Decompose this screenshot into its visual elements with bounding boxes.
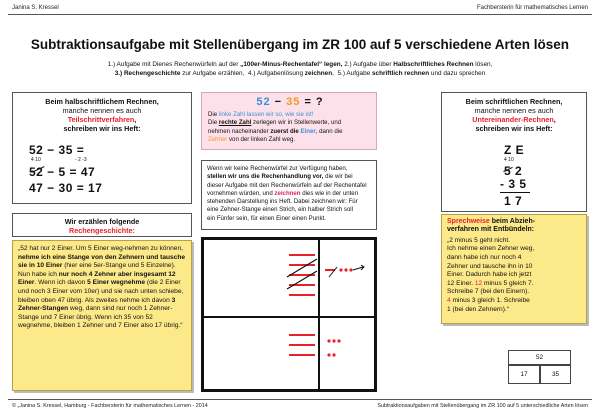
column-header: Z E (504, 143, 525, 157)
author-name: Janina S. Kressel (12, 5, 59, 11)
halfwritten-equation-2: 52 − 5 = 47 (29, 165, 96, 179)
number-house-top: 52 (508, 350, 571, 365)
drawing-instructions: Wenn wir keine Rechenwürfel zur Verfügung haben, stellen wir uns die Rechenhandlung vor, die wir bei dieser Aufgabe mit den Rechenwürfeln auf der Rechentafel vornehmen würden, und zeichnen dies wie in der unten stehenden Darstellung ins Heft. Dabei zeichnen wir: Für eine Zehner-Stange einen Strich, ein halber Strich soll ein Fünfer sein, für einen Einer einen Punkt. (207, 165, 367, 222)
story-heading-box (12, 213, 192, 237)
header-divider (8, 14, 592, 15)
task-list: 1.) Aufgabe mit Dienes Rechenwürfeln auf der „100er-Minus-Rechentafel“ legen, 2.) Aufgabe über Halbschriftliches Rechnen lösen, 3.) Rechengeschichte zur Aufgabe erzählen, 4.) Aufgabenlösung zeichnen, 5.) Aufgabe schriftlich rechnen und dazu sprechen (107, 61, 493, 77)
written-result: 1 7 (504, 194, 523, 208)
written-row-2: - 3 5 (500, 177, 527, 191)
rule-text: Die linke Zahl lassen wir so, wie sie ist! Die rechte Zahl zerlegen wir in Stellenwerte, und nehmen nacheinander zuerst die Einer, dann die Zehner von der linken Zahl weg. (208, 111, 343, 143)
story-heading-accent: Rechengeschichte: (69, 226, 135, 235)
drawing-instructions-box (201, 160, 377, 230)
number-house-right: 35 (540, 365, 571, 384)
halfwritten-equation-3: 47 − 30 = 17 (29, 181, 103, 195)
brand-name: Fachbersterin für mathematisches Lernen (476, 5, 588, 11)
story-box (12, 240, 192, 391)
speech-box (441, 214, 587, 324)
decomposition-note-left: 4 10 (31, 157, 41, 163)
place-value-drawing (201, 237, 377, 392)
halfwritten-equation-1: 52 − 35 = (29, 143, 85, 157)
page-title: Subtraktionsaufgabe mit Stellenübergang im ZR 100 auf 5 verschiedene Arten lösen (30, 37, 570, 52)
result-line (500, 192, 530, 193)
footer-title: Subtraktionsaufgaben mit Stellenübergang im ZR 100 auf 5 unterschiedliche Arten lösen (377, 403, 588, 409)
story-heading: Wir erzählen folgende (64, 217, 140, 226)
halfwritten-heading: Beim halbschriftlichem Rechnen, manche nennen es auch Teilschrittverfahren, schreiben wir ins Heft: (45, 97, 159, 133)
footer-divider (8, 399, 592, 400)
written-method-box (441, 92, 587, 212)
written-row-1: 5 2 (504, 164, 523, 178)
written-heading: Beim schriftlichen Rechnen, manche nennen es auch Untereinander-Rechnen, schreiben wir ins Heft: (465, 97, 563, 133)
number-house-left: 17 (508, 365, 540, 384)
rule-box (201, 92, 377, 150)
carry-note: 4 10 (504, 157, 514, 163)
footer-copyright: © „Janina S. Kressel, Hamburg - Fachbersterin für mathematisches Lernen - 2014 (12, 403, 208, 409)
halfwritten-method-box (12, 92, 192, 204)
drawing-frame (203, 239, 376, 391)
ones-dots-top (339, 268, 352, 271)
speech-text: Sprechweise beim Abzieh- verfahren mit Entbündeln: „2 minus 5 geht nicht. Ich nehme einen Zehner weg, dann habe ich nur noch 4 Zehner und tausche ihn in 10 Einer. Dadurch habe ich jetzt 12 Einer. 12 minus 5 gleich 7. Schreibe 7 (bei den Einern). 4 minus 3 gleich 1. Schreibe 1 (bei den Zehnern).“ (447, 218, 536, 313)
decomposition-note-right: - 2 -3 (75, 157, 87, 163)
task-equation: 52 − 35 = ? (256, 96, 324, 108)
story-text: „52 hat nur 2 Einer. Um 5 Einer weg-nehmen zu können, nehme ich eine Stange von den Zehnern und tausche sie in 10 Einer (hier eine 5er-Stange und 5 Einzelne). Nun habe ich nur noch 4 Zehner aber insgesamt 12 Einer. Wenn ich davon 5 Einer wegnehme (die 2 Einer und noch 3 Einer vom 10er) und sie nach unten schiebe, bleiben oben 47 übrig. Als zweites nehme ich davon 3 Zehner-Stangen weg, dann sind nur noch 1 Zehner-Stange und 7 Einer übrig. Wenn ich 35 von 52 wegnehme, bleiben 1 Zehner und 7 Einer also 17 übrig.“ (18, 245, 186, 330)
